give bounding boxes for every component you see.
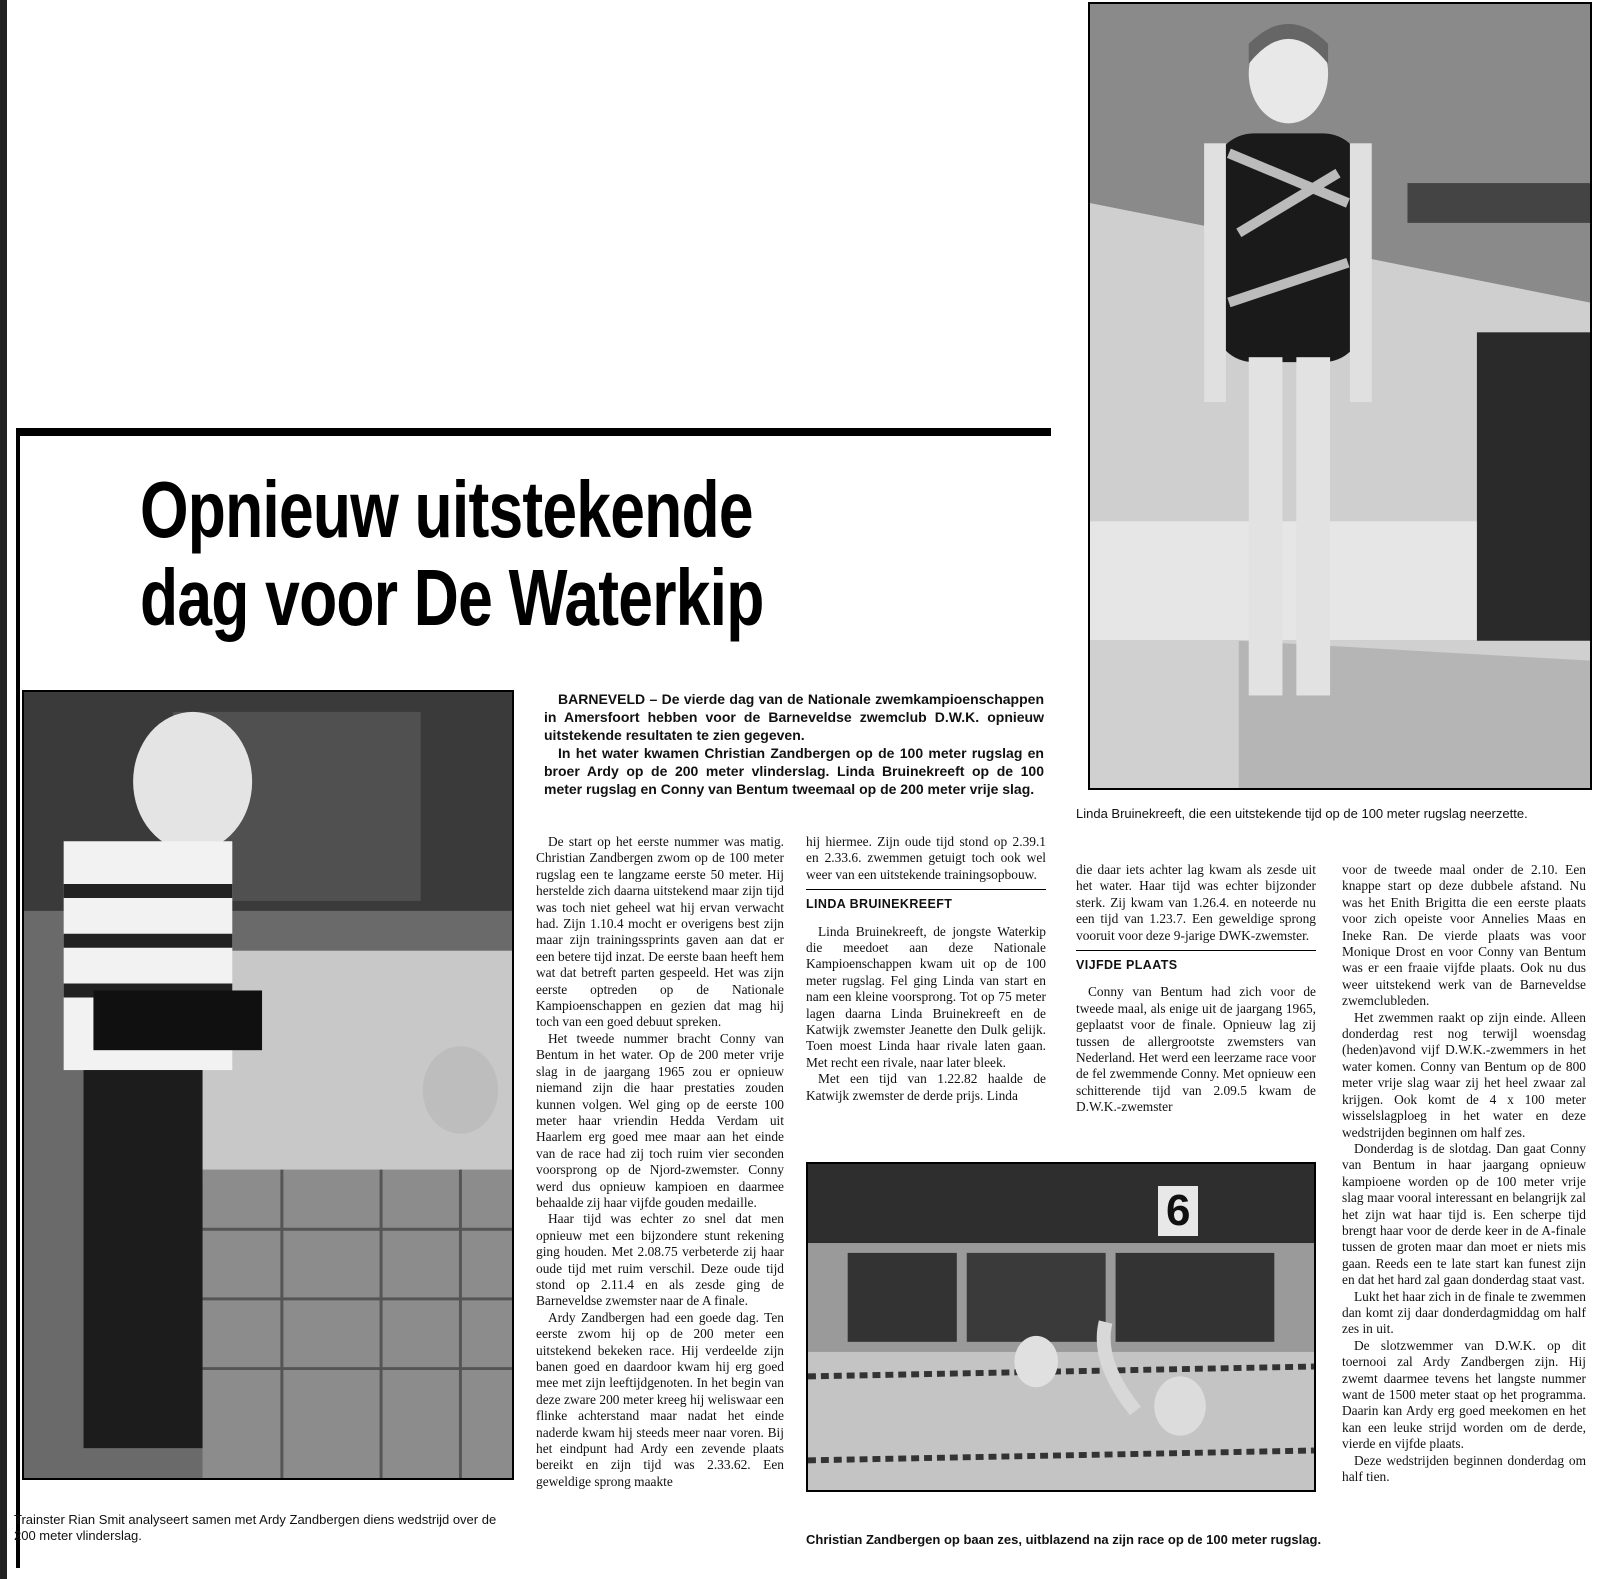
body-paragraph: Ardy Zandbergen had een goede dag. Ten eerste zwom hij op de 200 meter een uitstekend bekeken race. Hij verdeelde zijn banen goed en daardoor kwam hij erg goed mee met zijn leeftijdgenoten. In het begin van deze zware 200 meter kreeg hij weliswaar een flinke achterstand maar nadat het einde naderde kwam hij steeds meer naar voren. Bij het eindpunt had Ardy een zevende plaats bereikt en zijn tijd was 2.33.62. Een geweldige sprong maakte	[536, 1309, 784, 1489]
body-paragraph: Linda Bruinekreeft, de jongste Waterkip die meedoet aan deze Nationale Kampioenschappen kwam uit op de 100 meter rugslag. Fel ging Linda van start en nam een kleine voorsprong. Tot op 75 meter lagen daarna Linda Bruinekreeft en de Katwijk zwemster Jeanette den Dulk gelijk. Toen moest Linda haar rivale laten gaan. Met recht een rivale, naar later bleek.	[806, 923, 1046, 1070]
body-paragraph: Haar tijd was echter zo snel dat men opnieuw met een bijzondere stunt rekening ging houden. Met 2.08.75 verbeterde zij haar oude tijd met ruim verschil. Deze oude tijd stond op 2.11.4 en als zesde ging de Barneveldse zwemster naar de A finale.	[536, 1211, 784, 1309]
body-paragraph: Deze wedstrijden beginnen donderdag om half tien.	[1342, 1452, 1586, 1485]
page-edge-bar	[0, 0, 7, 1579]
article-lead	[544, 690, 1044, 798]
body-paragraph: De slotzwemmer van D.W.K. op dit toernooi zal Ardy Zandbergen zijn. Hij zwemt daarmee tevens het langste nummer want de 1500 meter staat op het programma. Daarin kan Ardy erg goed meekomen en het kan een leuke strijd worden om de derde, vierde en vijfde plaats.	[1342, 1337, 1586, 1452]
body-paragraph: Het zwemmen raakt op zijn einde. Alleen donderdag rest nog terwijl woensdag (heden)avond vijf D.W.K.-zwemmers in het water komen. Conny van Bentum op de 800 meter vrije slag waar zij het heel zwaar zal krijgen. Ook komt de 4 x 100 meter wisselslagploeg in het water en deze wedstrijden beginnen om half zes.	[1342, 1009, 1586, 1140]
body-paragraph: Met een tijd van 1.22.82 haalde de Katwijk zwemster de derde prijs. Linda	[806, 1071, 1046, 1103]
headline-line-1: Opnieuw uitstekende	[140, 465, 753, 554]
article-top-rule	[16, 428, 1051, 436]
lead-paragraph: BARNEVELD – De vierde dag van de Nationale zwemkampioenschappen in Amersfoort hebben voor de Barneveldse zwemclub D.W.K. opnieuw uitstekende resultaten te zien gegeven.	[544, 691, 1044, 743]
lead-paragraph: In het water kwamen Christian Zandbergen op de 100 meter rugslag en broer Ardy op de 200 meter vlinderslag. Linda Bruinekreeft op de 100 meter rugslag en Conny van Bentum tweemaal op de 200 meter vrije slag.	[544, 745, 1044, 797]
body-paragraph: Lukt het haar zich in de finale te zwemmen dan komt zij daar donderdagmiddag om half zes in uit.	[1342, 1288, 1587, 1337]
article-column-4	[1342, 862, 1586, 1485]
article-column-1	[536, 834, 784, 1490]
photo-linda-bruinekreeft	[1088, 2, 1592, 790]
article-column-3	[1076, 862, 1316, 1116]
body-paragraph: Conny van Bentum had zich voor de tweede maal, als enige uit de jaargang 1965, geplaatst voor de finale. Opnieuw lag zij tussen de allergrootste zwemsters van Nederland. Het werd een leerzame race voor de fel zwemmende Conny. Met opnieuw een schitterende tijd van 2.09.5 kwam de D.W.K.-zwemster	[1076, 984, 1316, 1115]
photo-trainer-rian-smit	[22, 690, 514, 1480]
blank-area	[0, 0, 1066, 430]
body-paragraph: Het tweede nummer bracht Conny van Bentum in het water. Op de 200 meter vrije slag in de jaargang 1965 zou er opnieuw niemand zijn die haar prestaties zouden kunnen volgen. Wel ging op de eerste 100 meter haar vriendin Hedda Verdam uit Haarlem erg goed mee maar aan het einde van de race had zij toch ruim vier seconden voorsprong op de Njord-zwemster. Conny werd dus opnieuw kampioen en daarmee behaalde zij haar vijfde gouden medaille.	[536, 1030, 784, 1210]
body-paragraph: Donderdag is de slotdag. Dan gaat Conny van Bentum in haar jaargang opnieuw kampioene worden op de 100 meter vrije slag maar vooral interessant en belangrijk zal het zijn wat haar tijd is. Een scherpe tijd brengt haar voor de derde keer in de A-finale tussen de groten maar dan moet er niets mis gaan. Reeds een te late start kan funest zijn en dat het hard zal gaan donderdag staat vast.	[1342, 1140, 1586, 1288]
caption-bottom: Christian Zandbergen op baan zes, uitblazend na zijn race op de 100 meter rugslag.	[806, 1532, 1322, 1547]
body-paragraph: die daar iets achter lag kwam als zesde uit het water. Haar tijd was echter bijzonder sterk. Zij kwam van 1.26.4. en noteerde nu een tijd van 1.23.7. Een geweldige sprong vooruit voor deze 9-jarige DWK-zwemster.	[1076, 862, 1316, 943]
article-left-rule	[16, 428, 20, 1568]
headline	[140, 466, 842, 642]
body-paragraph: hij hiermee. Zijn oude tijd stond op 2.39.1 en 2.33.6. zwemmen getuigt toch ook wel weer van een uitstekende trainingsopbouw.	[806, 834, 1046, 882]
subhead-vijfde-plaats: VIJFDE PLAATS	[1076, 950, 1316, 978]
subhead-linda: LINDA BRUINEKREEFT	[806, 889, 1046, 917]
article-column-2	[806, 834, 1046, 1104]
body-paragraph: voor de tweede maal onder de 2.10. Een knappe start op deze dubbele afstand. Nu was het Enith Brigitta die een eerste plaats voor zich opeiste voor Annelies Maas en Ineke Ran. De vierde plaats was voor Monique Drost en voor Conny van Bentum was er een fraaie vijfde plaats. Ook nu dus weer uitstekend werk van de Barneveldse zwemclubleden.	[1342, 862, 1586, 1009]
lane-number: 6	[1158, 1186, 1198, 1236]
photo-christian-zandbergen	[806, 1162, 1316, 1492]
headline-line-2: dag voor De Waterkip	[140, 553, 764, 642]
caption-left: Trainster Rian Smit analyseert samen met Ardy Zandbergen diens wedstrijd over de 200 meter vlinderslag.	[14, 1512, 497, 1543]
caption-top-right: Linda Bruinekreeft, die een uitstekende tijd op de 100 meter rugslag neerzette.	[1076, 806, 1528, 821]
body-paragraph: De start op het eerste nummer was matig. Christian Zandbergen zwom op de 100 meter rugslag een te langzame eerste 50 meter. Hij herstelde zich daarna uitstekend maar zijn tijd was toch niet geheel wat hij ervan verwacht had. Zijn 1.10.4 mocht er overigens best zijn maar zijn trainingssprints gaven aan dat er een betere tijd inzat. De eerste baan heeft hem wat dat betreft parten gespeeld. Het was zijn eerste optreden op de Nationale Kampioenschappen en gezien dat mag hij toch van een goed debuut spreken.	[536, 834, 784, 1030]
